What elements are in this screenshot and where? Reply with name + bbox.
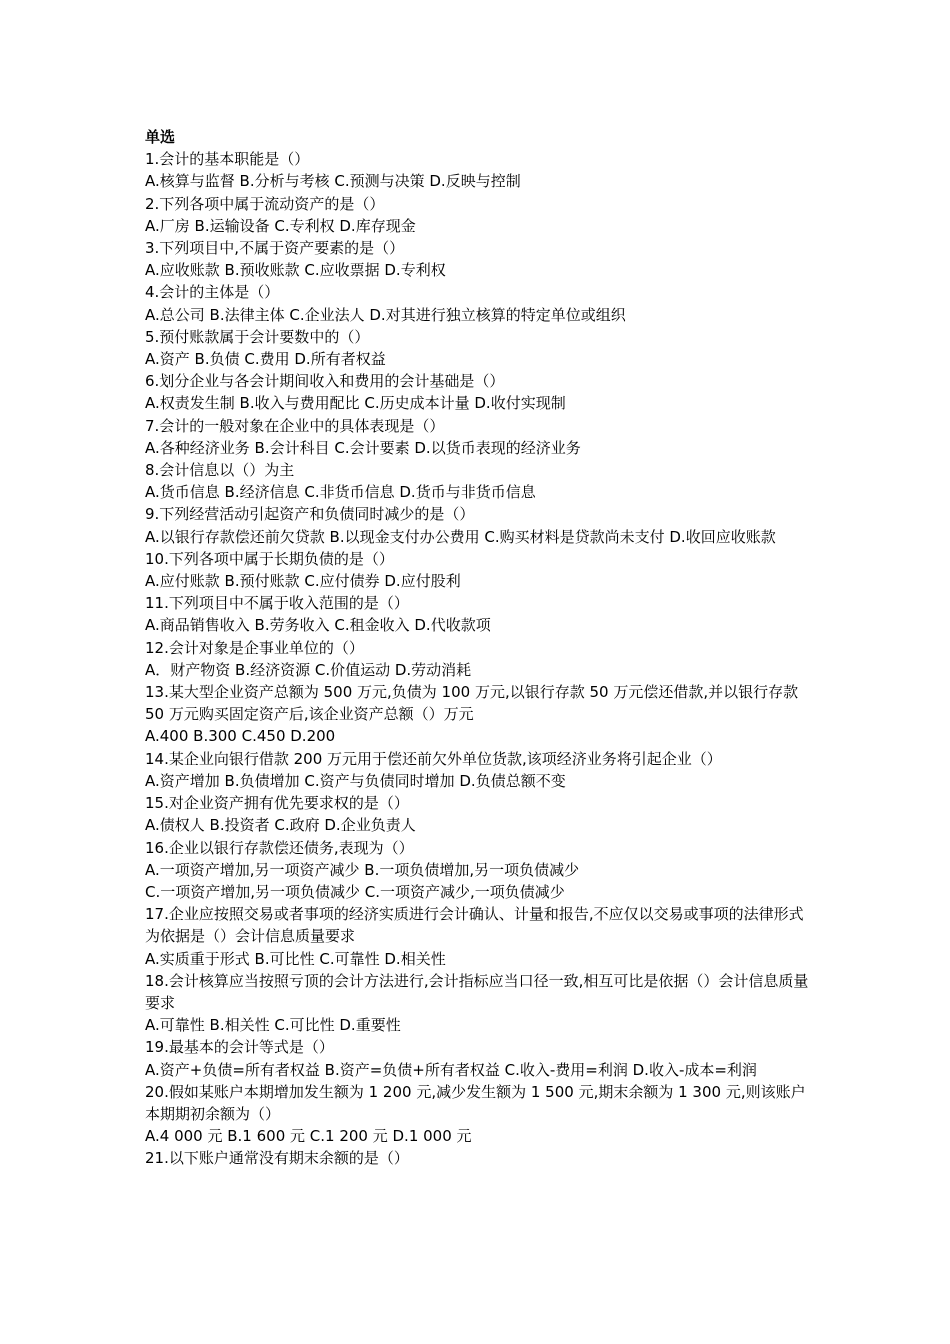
question-text: 19.最基本的会计等式是（） xyxy=(145,1038,334,1057)
answer-options: A.权责发生制 B.收入与费用配比 C.历史成本计量 D.收付实现制 xyxy=(145,394,566,413)
answer-options: A.厂房 B.运输设备 C.专利权 D.库存现金 xyxy=(145,216,416,235)
answer-options: A.债权人 B.投资者 C.政府 D.企业负责人 xyxy=(145,816,416,835)
question-text: 4.会计的主体是（） xyxy=(145,283,280,302)
answer-options: A.一项资产增加,另一项资产减少 B.一项负债增加,另一项负债减少 xyxy=(145,860,580,879)
answer-options: A.总公司 B.法律主体 C.企业法人 D.对其进行独立核算的特定单位或组织 xyxy=(145,305,626,324)
answer-options: A.以银行存款偿还前欠贷款 B.以现金支付办公费用 C.购买材料是贷款尚未支付 D.收回应收账款 xyxy=(145,527,776,546)
question-text: 7.会计的一般对象在企业中的具体表现是（） xyxy=(145,416,445,435)
question-text: 3.下列项目中,不属于资产要素的是（） xyxy=(145,239,405,258)
question-text: 20.假如某账户本期增加发生额为 1 200 元,减少发生额为 1 500 元,期末余额为 1 300 元,则该账户本期期初余额为（） xyxy=(145,1082,806,1123)
answer-options: A.核算与监督 B.分析与考核 C.预测与决策 D.反映与控制 xyxy=(145,172,521,191)
question-text: 5.预付账款属于会计要数中的（） xyxy=(145,327,370,346)
answer-options: A.资产增加 B.负债增加 C.资产与负债同时增加 D.负债总额不变 xyxy=(145,771,566,790)
question-text: 6.划分企业与各会计期间收入和费用的会计基础是（） xyxy=(145,372,505,391)
question-text: 9.下列经营活动引起资产和负债同时减少的是（） xyxy=(145,505,475,524)
question-text: 16.企业以银行存款偿还债务,表现为（） xyxy=(145,838,414,857)
answer-options: A.应收账款 B.预收账款 C.应收票据 D.专利权 xyxy=(145,261,446,280)
question-text: 21.以下账户通常没有期末余额的是（） xyxy=(145,1149,409,1168)
answer-options: A.可靠性 B.相关性 C.可比性 D.重要性 xyxy=(145,1016,401,1035)
question-text: 8.会计信息以（）为主 xyxy=(145,461,295,480)
section-title: 单选 xyxy=(145,128,176,146)
answer-options: A.应付账款 B.预付账款 C.应付债券 D.应付股利 xyxy=(145,572,461,591)
question-text: 15.对企业资产拥有优先要求权的是（） xyxy=(145,794,409,813)
answer-options: A.资产+负债=所有者权益 B.资产=负债+所有者权益 C.收入-费用=利润 D.收入-成本=利润 xyxy=(145,1060,757,1079)
answer-options: A.4 000 元 B.1 600 元 C.1 200 元 D.1 000 元 xyxy=(145,1127,472,1146)
question-text: 14.某企业向银行借款 200 万元用于偿还前欠外单位货款,该项经济业务将引起企业（） xyxy=(145,749,722,768)
answer-options: A.400 B.300 C.450 D.200 xyxy=(145,727,336,746)
question-text: 18.会计核算应当按照亏顶的会计方法进行,会计指标应当口径一致,相互可比是依据（）会计信息质量要求 xyxy=(145,971,809,1012)
question-text: 17.企业应按照交易或者事项的经济实质进行会计确认、计量和报告,不应仅以交易或事项的法律形式为依据是（）会计信息质量要求 xyxy=(145,905,804,946)
question-text: 1.会计的基本职能是（） xyxy=(145,150,310,169)
document-content xyxy=(145,126,810,1170)
answer-options: A.各种经济业务 B.会计科目 C.会计要素 D.以货币表现的经济业务 xyxy=(145,438,581,457)
answer-options: A．财产物资 B.经济资源 C.价值运动 D.劳动消耗 xyxy=(145,660,472,679)
question-text: 2.下列各项中属于流动资产的是（） xyxy=(145,194,385,213)
answer-options: A.实质重于形式 B.可比性 C.可靠性 D.相关性 xyxy=(145,949,446,968)
answer-options: A.资产 B.负债 C.费用 D.所有者权益 xyxy=(145,350,386,369)
question-text: 11.下列项目中不属于收入范围的是（） xyxy=(145,594,409,613)
answer-options: A.货币信息 B.经济信息 C.非货币信息 D.货币与非货币信息 xyxy=(145,483,536,502)
question-text: 10.下列各项中属于长期负债的是（） xyxy=(145,549,394,568)
answer-options: C.一项资产增加,另一项负债减少 C.一项资产减少,一项负债减少 xyxy=(145,882,565,901)
answer-options: A.商品销售收入 B.劳务收入 C.租金收入 D.代收款项 xyxy=(145,616,491,635)
question-text: 13.某大型企业资产总额为 500 万元,负债为 100 万元,以银行存款 50 万元偿还借款,并以银行存款 50 万元购买固定资产后,该企业资产总额（）万元 xyxy=(145,683,799,724)
question-text: 12.会计对象是企事业单位的（） xyxy=(145,638,364,657)
question-list xyxy=(145,148,810,1169)
